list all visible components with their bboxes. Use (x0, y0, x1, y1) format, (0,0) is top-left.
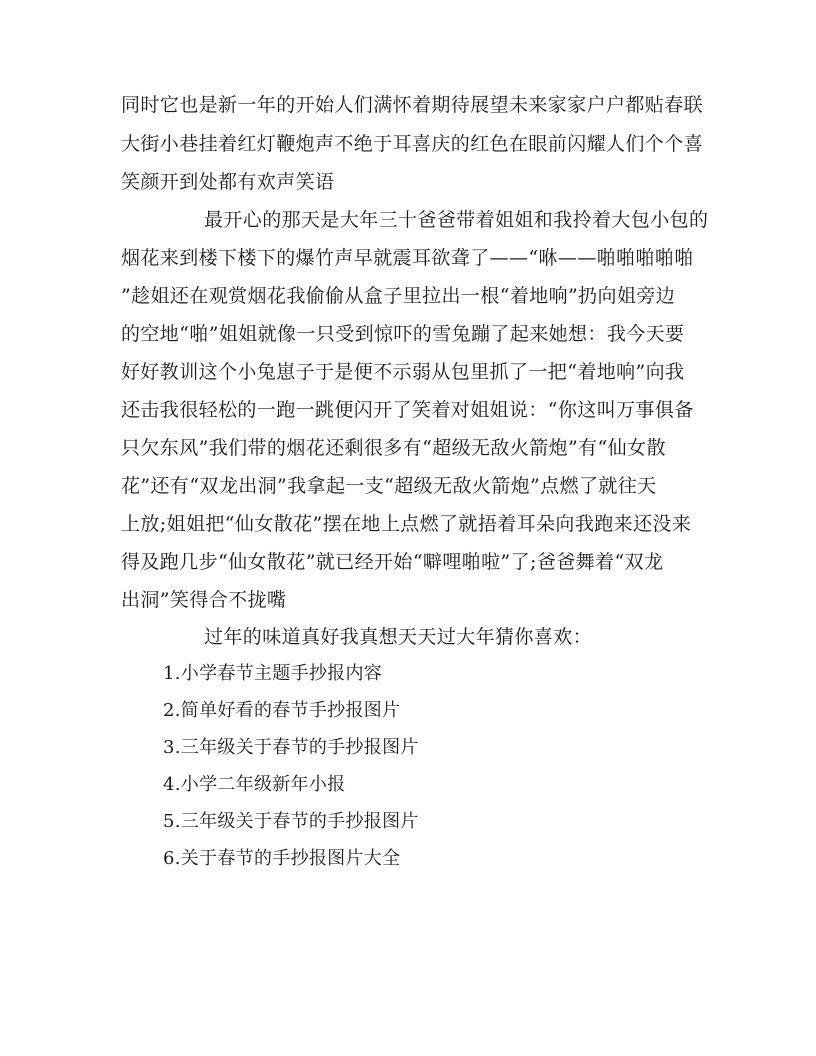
paragraph-2-line-10: 得及跑几步“仙女散花”就已经开始“噼哩啪啦”了;爸爸舞着“双龙 (121, 551, 664, 573)
paragraph-1-line-3: 笑颜开到处都有欢声笑语 (121, 171, 335, 193)
closing-line: 过年的味道真好我真想天天过大年猜你喜欢： (204, 626, 593, 648)
paragraph-1-line-2: 大街小巷挂着红灯鞭炮声不绝于耳喜庆的红色在眼前闪耀人们个个喜 (121, 133, 704, 155)
paragraph-2-line-8: 花”还有“双龙出洞”我拿起一支“超级无敌火箭炮”点燃了就往天 (121, 475, 657, 497)
paragraph-2-line-5: 好好教训这个小兔崽子于是便不示弱从包里抓了一把“着地响”向我 (121, 361, 685, 383)
paragraph-2-line-11: 出洞”笑得合不拢嘴 (121, 589, 287, 611)
paragraph-2-line-7: 只欠东风”我们带的烟花还剩很多有“超级无敌火箭炮”有“仙女散 (121, 437, 666, 459)
related-link-4[interactable]: 4.小学二年级新年小报 (163, 774, 346, 795)
paragraph-2-line-9: 上放;姐姐把“仙女散花”摆在地上点燃了就捂着耳朵向我跑来还没来 (121, 513, 692, 535)
related-link-3[interactable]: 3.三年级关于春节的手抄报图片 (163, 737, 419, 758)
related-link-2[interactable]: 2.简单好看的春节手抄报图片 (163, 700, 401, 721)
paragraph-2-line-4: 的空地“啪”姐姐就像一只受到惊吓的雪兔蹦了起来她想：我今天要 (121, 323, 685, 345)
paragraph-2-line-6: 还击我很轻松的一跑一跳便闪开了笑着对姐姐说：“你这叫万事俱备 (121, 399, 694, 421)
paragraph-1-line-1: 同时它也是新一年的开始人们满怀着期待展望未来家家户户都贴春联 (121, 94, 704, 116)
related-link-6[interactable]: 6.关于春节的手抄报图片大全 (163, 848, 401, 869)
related-link-1[interactable]: 1.小学春节主题手抄报内容 (163, 663, 383, 684)
paragraph-2-line-2: 烟花来到楼下楼下的爆竹声早就震耳欲聋了——“咻——啪啪啪啪啪 (121, 247, 694, 269)
paragraph-2-line-3: ”趁姐还在观赏烟花我偷偷从盒子里拉出一根“着地响”扔向姐旁边 (121, 285, 676, 307)
paragraph-2-line-1: 最开心的那天是大年三十爸爸带着姐姐和我拎着大包小包的 (204, 209, 709, 231)
related-link-5[interactable]: 5.三年级关于春节的手抄报图片 (163, 811, 419, 832)
